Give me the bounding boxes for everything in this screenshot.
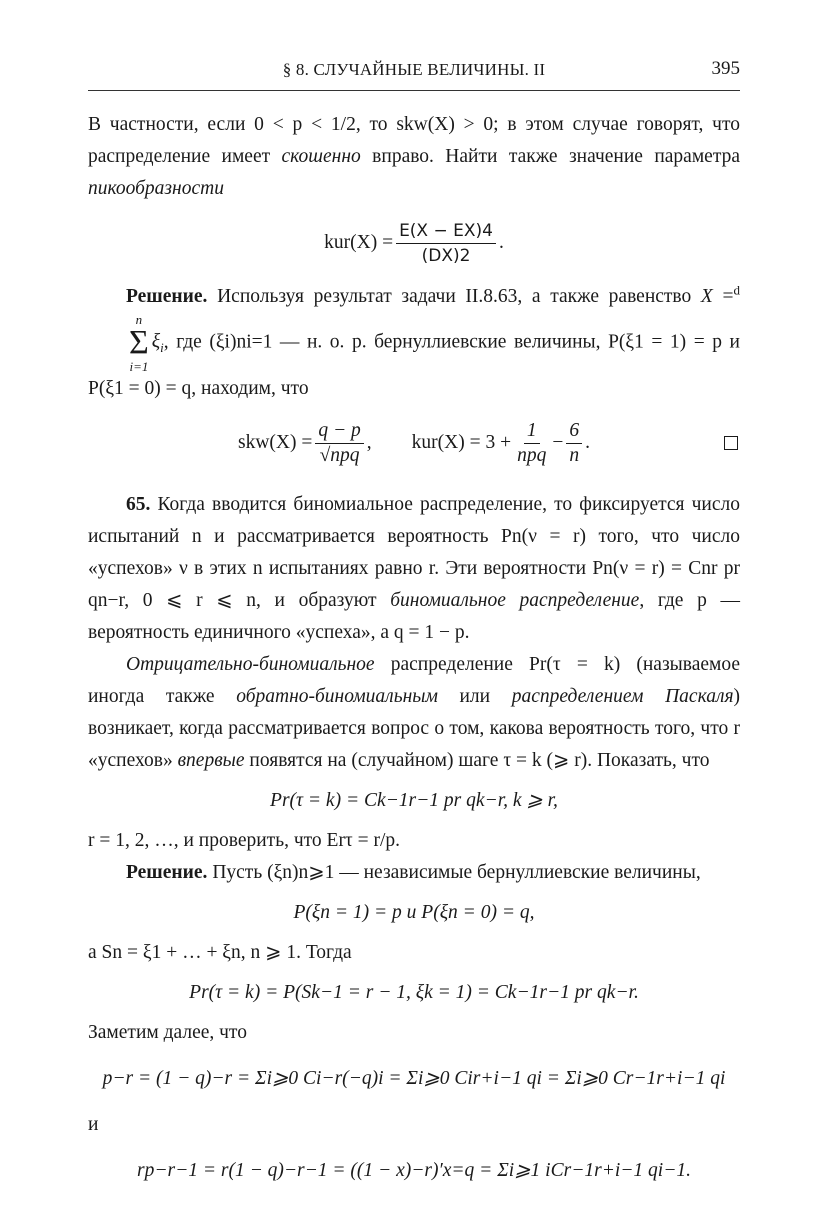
- page-number: 395: [711, 58, 740, 79]
- equation-kurtosis: kur(X) = $\frac{E(X - EX)4}{(DX)2}$ .: [324, 220, 504, 266]
- qed-square: [724, 436, 738, 450]
- running-title: § 8. СЛУЧАЙНЫЕ ВЕЛИЧИНЫ. II: [282, 60, 546, 79]
- equation-pascal: Pr(τ = k) = Ck−1r−1 pr qk−r, k ⩾ r,: [270, 790, 558, 811]
- paragraph-sn: а Sn = ξ1 + … + ξn, n ⩾ 1. Тогда: [88, 942, 352, 963]
- emphasis-binomial: биномиальное распределение: [390, 590, 640, 611]
- emphasis-skewed: скошенно: [281, 146, 361, 167]
- equation-bernoulli: P(ξn = 1) = p и P(ξn = 0) = q,: [293, 902, 535, 923]
- equation-skw-kur: skw(X) = $\frac{q - p}{\text{√npq}}$ , kur(X) = 3 + $\frac{1}{\text{npq}}$ − $\frac{6}{n}$ .: [88, 413, 740, 473]
- paragraph-skewness: В частности, если 0 < p < 1/2, то skw(X) > 0; в этом случае говорят, что распределение имеет скошенно вправо. Найти также значение параметра пикообразности: [88, 114, 741, 199]
- equation-series-2: rp−r−1 = r(1 − q)−r−1 = ((1 − x)−r)′x=q = Σi⩾1 iCr−1r+i−1 qi−1.: [136, 1160, 692, 1181]
- problem-number: 65.: [126, 494, 151, 515]
- running-header: [88, 50, 740, 91]
- page: [88, 50, 740, 1201]
- solution-2: Решение. Пусть (ξn)n⩾1 — независимые бернуллиевские величины,: [126, 862, 701, 883]
- solution-label: Решение.: [126, 286, 208, 307]
- paragraph-and: и: [88, 1114, 99, 1135]
- paragraph-negative-binomial: Отрицательно-биномиальное распределение Pr(τ = k) (называемое иногда также обратно-биномиальным или распределением Паскаля) возникает, когда рассматривается вопрос о том, какова вероятность того, что r «успехов» впервые появятся на (случайном) шаге τ = k (⩾ r). Показать, что: [88, 654, 741, 771]
- equation-series-1: p−r = (1 − q)−r = Σi⩾0 Ci−r(−q)i = Σi⩾0 Cir+i−1 qi = Σi⩾0 Cr−1r+i−1 qi: [102, 1068, 726, 1089]
- problem-65: 65. Когда вводится биномиальное распределение, то фиксируется число испытаний n и рассматривается вероятность Pn(ν = r) того, что число «успехов» ν в этих n испытаниях равно r. Эти вероятности Pn(ν = r) = Cnr pr qn−r, 0 ⩽ r ⩽ n, и образуют биномиальное распределение, где p — вероятность единичного «успеха», а q = 1 − p.: [88, 494, 740, 643]
- paragraph-check: r = 1, 2, …, и проверить, что Erτ = r/p.: [88, 830, 401, 851]
- solution-1: Решение. Используя результат задачи II.8.63, а также равенство X =$^d$ n Σ i=1 $\xi_i$, где (ξi)ni=1 — н. о. р. бернуллиевские величины, P(ξ1 = 1) = p и P(ξ1 = 0) = q, находим, что: [88, 282, 740, 399]
- equation-tau: Pr(τ = k) = P(Sk−1 = r − 1, ξk = 1) = Ck−1r−1 pr qk−r.: [189, 982, 639, 1003]
- solution-label: Решение.: [126, 862, 208, 883]
- paragraph-note: Заметим далее, что: [88, 1022, 247, 1043]
- emphasis-kurtosis: пикообразности: [88, 178, 224, 199]
